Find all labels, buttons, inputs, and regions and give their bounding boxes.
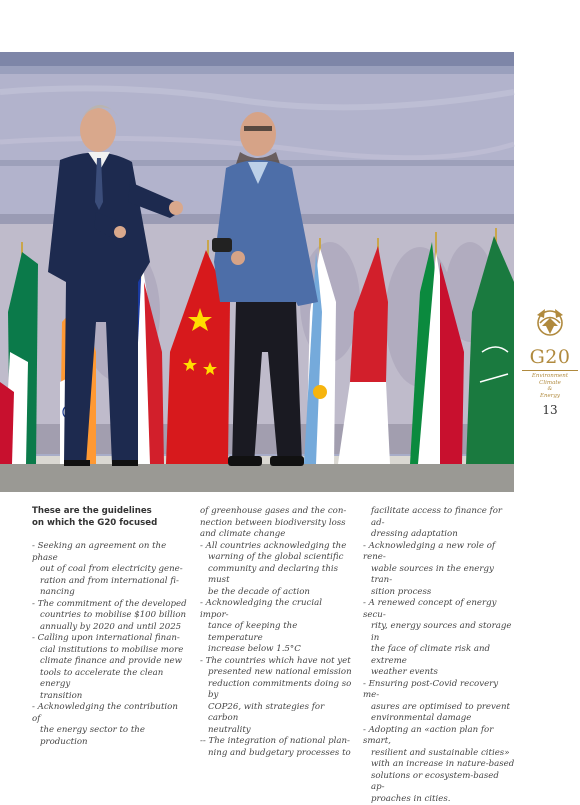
guideline-line: solutions or ecosystem-based ap-: [363, 771, 515, 794]
guideline-line: - Acknowledging the contribution of: [32, 702, 188, 725]
guideline-line: dressing adaptation: [363, 529, 515, 541]
g20-emblem-icon: [533, 306, 567, 340]
guideline-line: reduction commitments doing so by: [200, 679, 352, 702]
guideline-line: ration and from international fi-: [32, 576, 188, 588]
guideline-line: - Seeking an agreement on the phase: [32, 541, 188, 564]
logo-sub-line: Energy: [520, 393, 580, 400]
guideline-line: climate finance and provide new: [32, 656, 188, 668]
guideline-line: warning of the global scientific: [200, 552, 352, 564]
guideline-line: - Acknowledging the crucial impor-: [200, 598, 352, 621]
guideline-line: sition process: [363, 587, 515, 599]
guideline-line: community and declaring this must: [200, 564, 352, 587]
guideline-line: facilitate access to finance for ad-: [363, 506, 515, 529]
logo-sub-line: Climate: [520, 380, 580, 387]
guideline-line: - All countries acknowledging the: [200, 541, 352, 553]
guideline-line: proaches in cities.: [363, 794, 515, 805]
logo-sub-line: Environment: [520, 373, 580, 380]
guideline-line: neutrality: [200, 725, 352, 737]
guideline-line: the energy sector to the production: [32, 725, 188, 748]
guideline-line: countries to mobilise $100 billion: [32, 610, 188, 622]
guideline-line: - Calling upon international finan-: [32, 633, 188, 645]
guideline-line: cial institutions to mobilise more: [32, 645, 188, 657]
guideline-line: asures are optimised to prevent: [363, 702, 515, 714]
section-heading: [32, 506, 188, 529]
guideline-line: wable sources in the energy tran-: [363, 564, 515, 587]
page-number: 13: [520, 403, 580, 417]
photo-illustration: [0, 52, 514, 492]
main-photo: [0, 52, 514, 492]
guideline-line: - The commitment of the developed: [32, 599, 188, 611]
guideline-line: with an increase in nature-based: [363, 759, 515, 771]
guideline-line: COP26, with strategies for carbon: [200, 702, 352, 725]
guideline-line: out of coal from electricity gene-: [32, 564, 188, 576]
guideline-line: the face of climate risk and extreme: [363, 644, 515, 667]
guideline-line: - A renewed concept of energy secu-: [363, 598, 515, 621]
heading-line: on which the G20 focused: [32, 518, 188, 530]
guideline-line: increase below 1.5°C: [200, 644, 352, 656]
g20-logo-text: G20: [520, 346, 580, 368]
logo-sub-line: &: [520, 386, 580, 393]
logo-subtitle: [520, 373, 580, 399]
guideline-line: tools to accelerate the clean energy: [32, 668, 188, 691]
guideline-line: -- The integration of national plan-: [200, 736, 352, 748]
guideline-line: and climate change: [200, 529, 352, 541]
guideline-line: - Ensuring post-Covid recovery me-: [363, 679, 515, 702]
guideline-line: tance of keeping the temperature: [200, 621, 352, 644]
guideline-line: weather events: [363, 667, 515, 679]
guideline-line: presented new national emission: [200, 667, 352, 679]
guideline-line: environmental damage: [363, 713, 515, 725]
g20-logo-block: [520, 306, 580, 417]
guideline-list: [200, 506, 352, 759]
guideline-line: nancing: [32, 587, 188, 599]
guideline-line: rity, energy sources and storage in: [363, 621, 515, 644]
guideline-list: [363, 506, 515, 805]
text-column-3: [363, 506, 515, 805]
guideline-line: be the decade of action: [200, 587, 352, 599]
guideline-line: - The countries which have not yet: [200, 656, 352, 668]
logo-divider: [522, 370, 578, 371]
text-column-1: [32, 506, 188, 748]
guideline-list: [32, 541, 188, 748]
guideline-line: resilient and sustainable cities»: [363, 748, 515, 760]
guideline-line: annually by 2020 and until 2025: [32, 622, 188, 634]
guideline-line: nection between biodiversity loss: [200, 518, 352, 530]
guideline-line: of greenhouse gases and the con-: [200, 506, 352, 518]
heading-line: These are the guidelines: [32, 506, 188, 518]
guideline-line: transition: [32, 691, 188, 703]
text-column-2: [200, 506, 352, 759]
guideline-line: - Adopting an «action plan for smart,: [363, 725, 515, 748]
guideline-line: - Acknowledging a new role of rene-: [363, 541, 515, 564]
guideline-line: ning and budgetary processes to: [200, 748, 352, 760]
